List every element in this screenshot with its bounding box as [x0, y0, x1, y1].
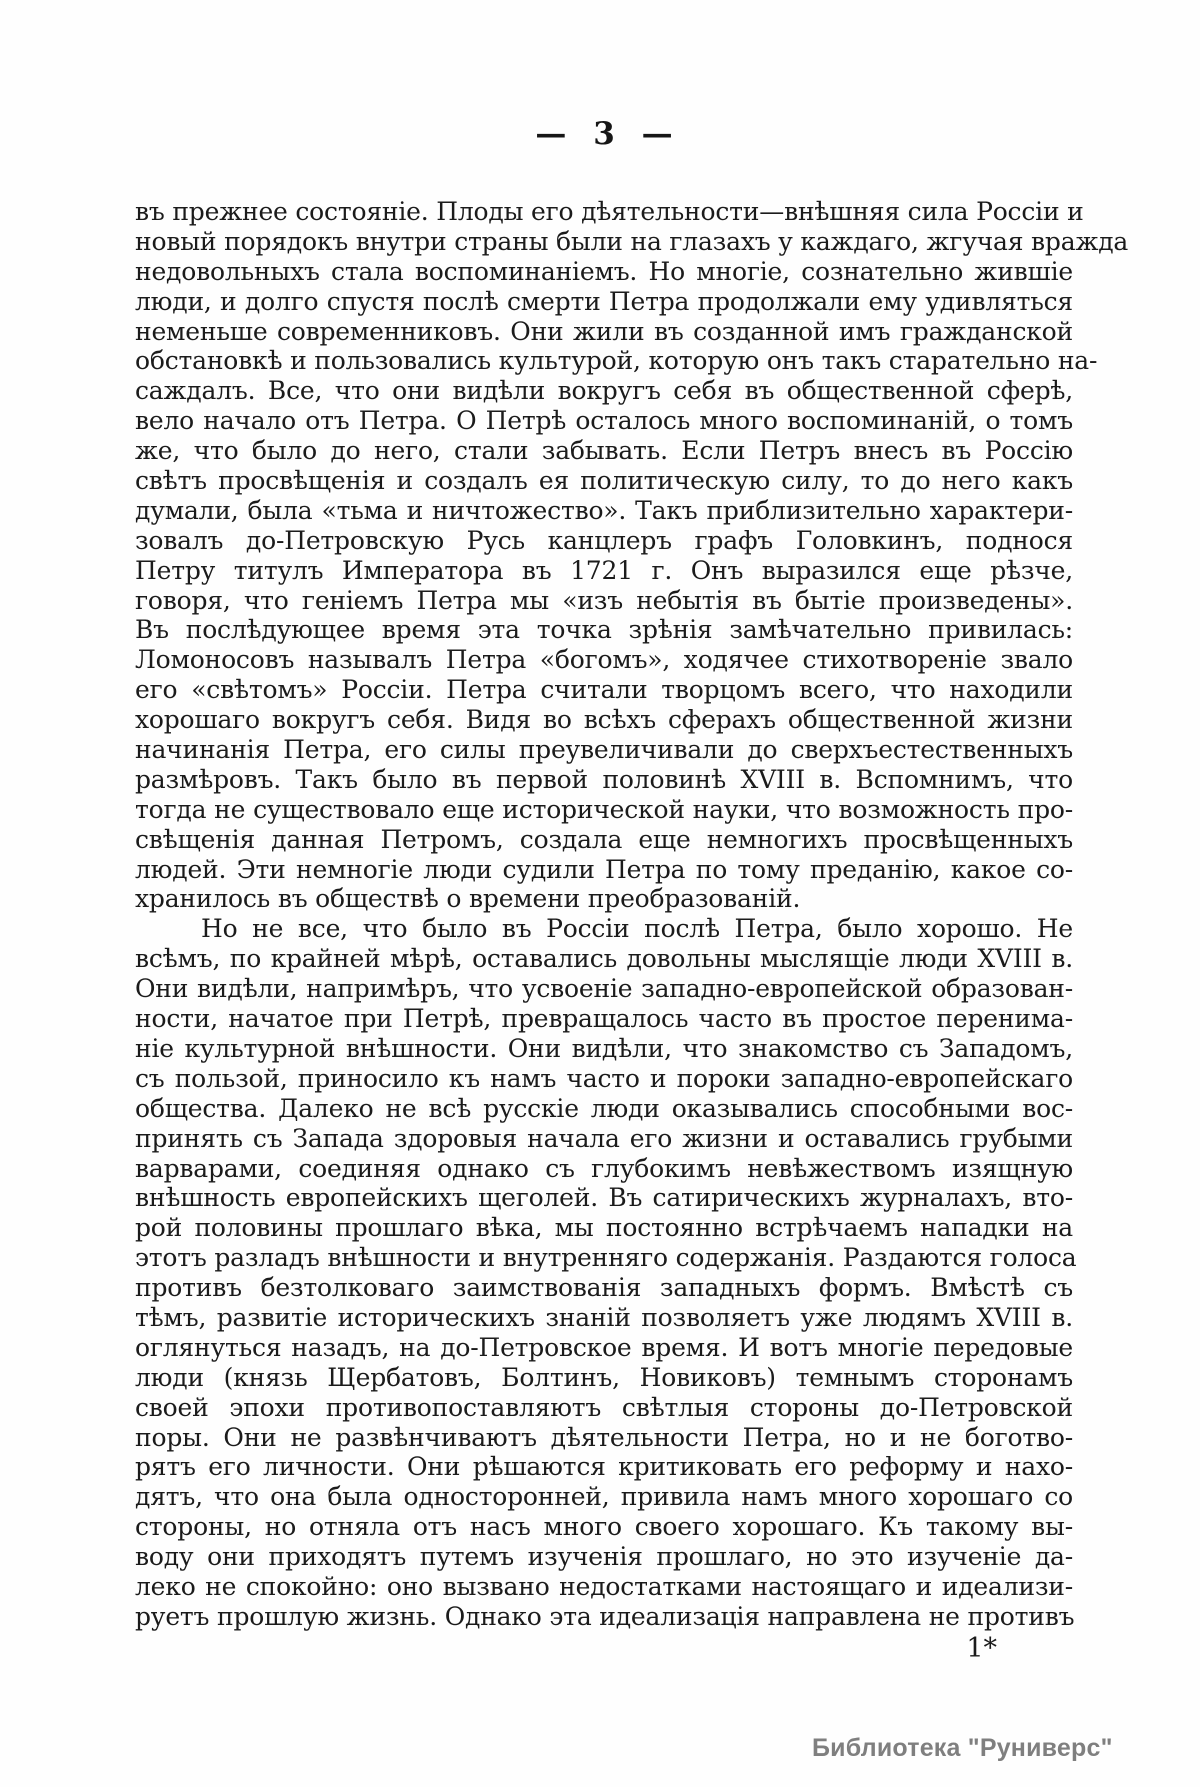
text-line: воду они приходятъ путемъ изученія прошлаго, но это изученіе да-: [135, 1542, 1073, 1572]
text-line: обстановкѣ и пользовались культурой, которую онъ такъ старательно на-: [135, 346, 1098, 376]
page-text-block: [135, 197, 1129, 1632]
paragraph-1: [135, 197, 1129, 914]
text-line: размѣровъ. Такъ было въ первой половинѣ XVIII в. Вспомнимъ, что: [135, 764, 1073, 794]
text-line: леко не спокойно: оно вызвано недостатками настоящаго и идеализи-: [135, 1571, 1073, 1601]
text-line: варварами, соединяя однако съ глубокимъ невѣжествомъ изящную: [135, 1153, 1073, 1183]
text-line: недовольныхъ стала воспоминаніемъ. Но многіе, сознательно жившіе: [135, 256, 1073, 286]
text-line: противъ безтолковаго заимствованія западныхъ формъ. Вмѣстѣ съ: [135, 1273, 1073, 1303]
text-line: люди (князь Щербатовъ, Болтинъ, Новиковъ) темнымъ сторонамъ: [135, 1362, 1073, 1392]
text-line: свѣтъ просвѣщенія и создалъ ея политическую силу, то до него какъ: [135, 466, 1073, 496]
text-line: думали, была «тьма и ничтожество». Такъ приблизительно характери-: [135, 495, 1073, 525]
text-line: стороны, но отняла отъ насъ много своего хорошаго. Къ такому вы-: [135, 1512, 1073, 1542]
text-line: начинанія Петра, его силы преувеличивали до сверхъестественныхъ: [135, 735, 1073, 765]
text-line: Они видѣли, напримѣръ, что усвоеніе западно-европейской образован-: [135, 974, 1073, 1004]
text-line: тогда не существовало еще исторической науки, что возможность про-: [135, 794, 1073, 824]
text-line: зовалъ до-Петровскую Русь канцлеръ графъ Головкинъ, поднося: [135, 525, 1073, 555]
text-line: оглянуться назадъ, на до-Петровское время. И вотъ многіе передовые: [135, 1332, 1073, 1362]
text-line: люди, и долго спустя послѣ смерти Петра продолжали ему удивляться: [135, 286, 1073, 316]
text-line: же, что было до него, стали забывать. Если Петръ внесъ въ Россію: [135, 436, 1073, 466]
text-line: этотъ разладъ внѣшности и внутренняго содержанія. Раздаются голоса: [135, 1243, 1077, 1273]
library-watermark: Библиотека "Руниверс": [812, 1734, 1113, 1762]
text-line: руетъ прошлую жизнь. Однако эта идеализація направлена не противъ: [135, 1601, 1075, 1631]
text-line: рятъ его личности. Они рѣшаются критиковать его реформу и нахо-: [135, 1452, 1073, 1482]
text-line: его «свѣтомъ» Россіи. Петра считали творцомъ всего, что находили: [135, 675, 1073, 705]
signature-mark: 1*: [966, 1633, 997, 1664]
text-line: ности, начатое при Петрѣ, превращалось часто въ простое перенима-: [135, 1004, 1073, 1034]
text-line: хорошаго вокругъ себя. Видя во всѣхъ сферахъ общественной жизни: [135, 705, 1073, 735]
text-line: людей. Эти немногіе люди судили Петра по тому преданію, какое со-: [135, 854, 1073, 884]
text-line: принять съ Запада здоровыя начала его жизни и оставались грубыми: [135, 1123, 1073, 1153]
text-line: Петру титулъ Императора въ 1721 г. Онъ выразился еще рѣзче,: [135, 555, 1073, 585]
paragraph-2: [135, 914, 1077, 1631]
text-line: хранилось въ обществѣ о времени преобразованій.: [135, 884, 801, 914]
text-line: въ прежнее состояніе. Плоды его дѣятельности—внѣшняя сила Россіи и: [135, 197, 1084, 226]
text-line: вело начало отъ Петра. О Петрѣ осталось много воспоминаній, о томъ: [135, 406, 1073, 436]
text-line: Ломоносовъ называлъ Петра «богомъ», ходячее стихотвореніе звало: [135, 645, 1073, 675]
text-line: рой половины прошлаго вѣка, мы постоянно встрѣчаемъ нападки на: [135, 1213, 1073, 1243]
page-number: — 3 —: [535, 116, 673, 152]
text-line: общества. Далеко не всѣ русскіе люди оказывались способными вос-: [135, 1093, 1073, 1123]
text-line: ніе культурной внѣшности. Они видѣли, что знакомство съ Западомъ,: [135, 1033, 1073, 1063]
text-line: съ пользой, приносило къ намъ часто и пороки западно-европейскаго: [135, 1063, 1073, 1093]
text-line: поры. Они не развѣнчиваютъ дѣятельности Петра, но и не боготво-: [135, 1422, 1073, 1452]
text-line: Въ послѣдующее время эта точка зрѣнія замѣчательно привилась:: [135, 615, 1073, 645]
text-line: свѣщенія данная Петромъ, создала еще немногихъ просвѣщенныхъ: [135, 824, 1073, 854]
text-line: новый порядокъ внутри страны были на глазахъ у каждаго, жгучая вражда: [135, 226, 1129, 256]
text-line: всѣмъ, по крайней мѣрѣ, оставались довольны мыслящіе люди XVIII в.: [135, 944, 1073, 974]
text-line: дятъ, что она была односторонней, привила намъ много хорошаго со: [135, 1482, 1073, 1512]
text-line: своей эпохи противопоставляютъ свѣтлыя стороны до-Петровской: [135, 1392, 1073, 1422]
text-line: внѣшность европейскихъ щеголей. Въ сатирическихъ журналахъ, вто-: [135, 1183, 1073, 1213]
text-line: говоря, что геніемъ Петра мы «изъ небытія въ бытіе произведены».: [135, 585, 1073, 615]
text-line: неменьше современниковъ. Они жили въ созданной имъ гражданской: [135, 316, 1073, 346]
text-line: Но не все, что было въ Россіи послѣ Петра, было хорошо. Не: [201, 914, 1073, 944]
text-line: саждалъ. Все, что они видѣли вокругъ себя въ общественной сферѣ,: [135, 376, 1073, 406]
text-line: тѣмъ, развитіе историческихъ знаній позволяетъ уже людямъ XVIII в.: [135, 1302, 1073, 1332]
